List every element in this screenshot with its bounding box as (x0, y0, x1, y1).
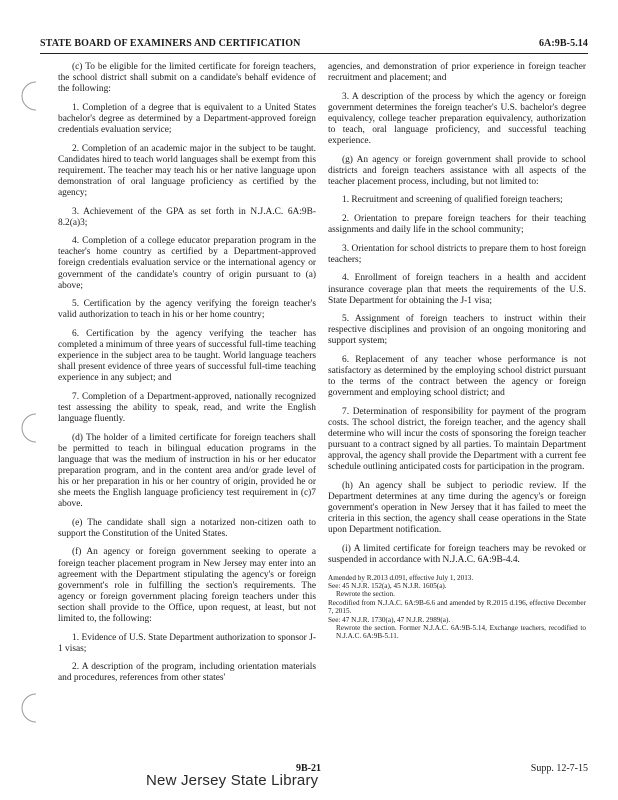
amendment-note: Recodified from N.J.A.C. 6A:9B-6.6 and amended by R.2015 d.196, effective December 7, 2015. (328, 598, 586, 616)
paragraph-g: (g) An agency or foreign government shall provide to school districts and foreign teachers assistance with all aspects of the teacher placement process, including, but not limited to: (328, 154, 586, 187)
running-header (40, 38, 588, 52)
paragraph-c: (c) To be eligible for the limited certificate for foreign teachers, the school district shall submit on a candidate's behalf evidence of the following: (58, 62, 316, 95)
punch-hole-icon (18, 78, 40, 114)
paragraph-c1: 1. Completion of a degree that is equivalent to a United States bachelor's degree as determined by a Department-approved foreign credentials evaluation service; (58, 102, 316, 135)
left-column (58, 62, 316, 692)
paragraph-g7: 7. Determination of responsibility for payment of the program costs. The school district, the foreign teacher, and the agency shall determine who will incur the costs of sponsoring the foreign teacher pursuant to a contract signed by all parties. To maintain Department approval, the agency shall provide the Department with a current fee schedule outlining anticipated costs for participation in the program. (328, 406, 586, 473)
page-number: 9B-21 (296, 763, 321, 774)
paragraph-f: (f) An agency or foreign government seeking to operate a foreign teacher placement program in New Jersey may enter into an agreement with the Department stipulating the agency's or foreign government's role in fulfilling the section's requirements. The agency or foreign government placing foreign teachers under this section shall provide to the Office, upon request, at least, but not limited to, the following: (58, 547, 316, 625)
header-rule (40, 53, 588, 54)
punch-hole-icon (18, 690, 40, 726)
paragraph-c4: 4. Completion of a college educator preparation program in the teacher's home country as certified by a Department-approved foreign credentials evaluation service or the international agency or government of the candidate's country of origin pursuant to (a) above; (58, 236, 316, 291)
paragraph-c6: 6. Certification by the agency verifying the teacher has completed a minimum of three years of successful full-time teaching experience in the subject area to be taught. World language teachers shall present evidence of three years of successful full-time teaching experience in any subject; and (58, 328, 316, 384)
paragraph-e: (e) The candidate shall sign a notarized non-citizen oath to support the Constitution of the United States. (58, 517, 316, 539)
amendment-note: Rewrote the section. (336, 590, 395, 599)
paragraph-d: (d) The holder of a limited certificate for foreign teachers shall be permitted to teach in bilingual education programs in the language that was the medium of instruction in his or her educator preparation program, and in the content area and/or grade level of his or her preparation in his or her country of origin, provided he or she meets the English language proficiency test requirement in (c)7 above. (58, 432, 316, 510)
header-section: 6A:9B-5.14 (538, 38, 588, 49)
supplement-date: Supp. 12-7-15 (530, 763, 588, 774)
paragraph-c5: 5. Certification by the agency verifying the foreign teacher's valid authorization to teach in his or her home country; (58, 299, 316, 321)
paragraph-g3: 3. Orientation for school districts to prepare them to host foreign teachers; (328, 243, 586, 265)
paragraph-f3: 3. A description of the process by which the agency or foreign government determines the foreign teacher's U.S. bachelor's degree equivalency, college teacher preparation equivalency, authorization to teach, oral language proficiency, and successful teaching experience. (328, 91, 586, 147)
punch-hole-icon (18, 410, 40, 446)
amendment-history (328, 574, 586, 641)
library-stamp: New Jersey State Library (146, 772, 319, 789)
paragraph-g1: 1. Recruitment and screening of qualified foreign teachers; (342, 195, 563, 206)
paragraph-c7: 7. Completion of a Department-approved, nationally recognized test assessing the ability to speak, read, and write the English language fluently. (58, 391, 316, 425)
header-title: STATE BOARD OF EXAMINERS AND CERTIFICATION (40, 38, 301, 49)
paragraph-g4: 4. Enrollment of foreign teachers in a health and accident insurance coverage plan that meets the requirements of the U.S. State Department for obtaining the J-1 visa; (328, 273, 586, 306)
amendment-note: See: 47 N.J.R. 1730(a), 47 N.J.R. 2989(a). (328, 615, 451, 624)
paragraph-c3: 3. Achievement of the GPA as set forth in N.J.A.C. 6A:9B-8.2(a)3; (58, 206, 316, 228)
amendment-note: See: 45 N.J.R. 152(a), 45 N.J.R. 1605(a). (328, 581, 447, 590)
right-column (328, 62, 586, 641)
paragraph-f2: 2. A description of the program, including orientation materials and procedures, references from other states' (58, 662, 316, 684)
paragraph-f1: 1. Evidence of U.S. State Department authorization to sponsor J-1 visas; (58, 632, 316, 654)
paragraph-f2-cont: agencies, and demonstration of prior experience in foreign teacher recruitment and placement; and (328, 62, 586, 84)
paragraph-c2: 2. Completion of an academic major in the subject to be taught. Candidates hired to teach world languages shall be exempt from this requirement. The teacher may teach his or her native language upon demonstration of oral language proficiency as certified by the agency; (58, 143, 316, 198)
paragraph-g2: 2. Orientation to prepare foreign teachers for their teaching assignments and daily life in the school community; (328, 214, 586, 236)
paragraph-g5: 5. Assignment of foreign teachers to instruct within their respective disciplines and provision of an ongoing monitoring and support system; (328, 314, 586, 347)
paragraph-h: (h) An agency shall be subject to periodic review. If the Department determines at any time during the agency's or foreign government's operation in New Jersey that it has failed to meet the criteria in this section, the agency shall cease operations in the State upon Department notification. (328, 480, 586, 536)
paragraph-i: (i) A limited certificate for foreign teachers may be revoked or suspended in accordance with N.J.A.C. 6A:9B-4.4. (328, 543, 586, 565)
amendment-note: Amended by R.2013 d.091, effective July 1, 2013. (328, 573, 474, 582)
amendment-note: Rewrote the section. Former N.J.A.C. 6A:9B-5.14, Exchange teachers, recodified to N.J.A.C. 6A:9B-5.11. (336, 624, 586, 641)
paragraph-g6: 6. Replacement of any teacher whose performance is not satisfactory as determined by the employing school district pursuant to the terms of the contract between the agency or foreign government and employing school district; and (328, 354, 586, 399)
